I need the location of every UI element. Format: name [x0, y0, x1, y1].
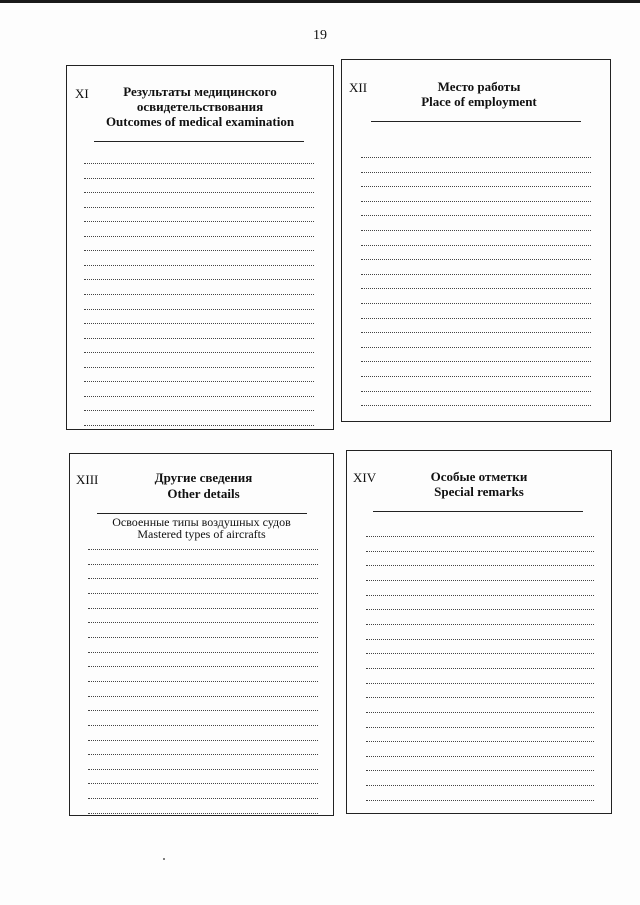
fill-line: [366, 770, 594, 771]
fill-line: [84, 323, 314, 324]
fill-line: [361, 245, 591, 246]
fill-line: [88, 564, 318, 565]
fill-line: [366, 741, 594, 742]
fill-line: [366, 785, 594, 786]
fill-line: [84, 381, 314, 382]
fill-line: [361, 259, 591, 260]
fill-line: [88, 637, 318, 638]
fill-line: [84, 425, 314, 426]
section-xi-title-en: Outcomes of medical examination: [105, 114, 295, 129]
section-xiii-box: [69, 453, 334, 816]
fill-line: [88, 769, 318, 770]
fill-line: [84, 279, 314, 280]
fill-line: [88, 754, 318, 755]
section-xi-title-ru-2: освидетельствования: [136, 99, 264, 114]
section-xi-number: XI: [75, 86, 89, 101]
fill-line: [361, 303, 591, 304]
section-xi-title-ru-1: Результаты медицинского: [123, 84, 277, 99]
fill-line: [366, 536, 594, 537]
fill-line: [88, 740, 318, 741]
section-xiv-title-ru: Особые отметки: [430, 469, 528, 484]
fill-line: [366, 712, 594, 713]
section-xiv-number: XIV: [353, 470, 377, 485]
fill-line: [88, 666, 318, 667]
fill-line: [84, 410, 314, 411]
fill-line: [84, 265, 314, 266]
fill-line: [84, 178, 314, 179]
section-xii-header-rule: [371, 121, 581, 122]
page-top-border: [0, 0, 640, 3]
fill-line: [84, 294, 314, 295]
fill-line: [361, 361, 591, 362]
fill-line: [366, 609, 594, 610]
fill-line: [84, 250, 314, 251]
section-xii-title-en: Place of employment: [421, 94, 537, 109]
fill-line: [88, 696, 318, 697]
fill-line: [366, 800, 594, 801]
fill-line: [88, 593, 318, 594]
section-xii-title-ru: Место работы: [437, 79, 521, 94]
fill-line: [84, 367, 314, 368]
fill-line: [361, 318, 591, 319]
fill-line: [88, 608, 318, 609]
fill-line: [366, 565, 594, 566]
section-xii-number: XII: [349, 80, 368, 95]
section-xiii-number: XIII: [76, 472, 99, 487]
fill-line: [361, 186, 591, 187]
fill-line: [366, 697, 594, 698]
section-xiii-title-en: Other details: [167, 486, 240, 501]
page-number: 19: [313, 28, 327, 43]
fill-line: [84, 396, 314, 397]
section-xiii-title-ru: Другие сведения: [154, 470, 253, 485]
fill-line: [88, 578, 318, 579]
section-xiii-header-rule: [97, 513, 307, 514]
fill-line: [366, 683, 594, 684]
section-xii-box: [341, 59, 611, 422]
fill-line: [88, 622, 318, 623]
fill-line: [366, 595, 594, 596]
scan-speck: [163, 858, 165, 860]
fill-line: [88, 681, 318, 682]
fill-line: [84, 192, 314, 193]
fill-line: [88, 783, 318, 784]
section-xiii-subtitle-ru: Освоенные типы воздушных судов: [112, 515, 291, 529]
fill-line: [88, 710, 318, 711]
fill-line: [366, 551, 594, 552]
fill-line: [366, 624, 594, 625]
fill-line: [366, 639, 594, 640]
fill-line: [366, 580, 594, 581]
fill-line: [366, 756, 594, 757]
fill-line: [88, 813, 318, 814]
fill-line: [84, 309, 314, 310]
fill-line: [366, 668, 594, 669]
fill-line: [361, 274, 591, 275]
fill-line: [84, 236, 314, 237]
fill-line: [361, 201, 591, 202]
fill-line: [361, 215, 591, 216]
fill-line: [84, 338, 314, 339]
section-xi-header-rule: [94, 141, 304, 142]
fill-line: [88, 652, 318, 653]
section-xiii-subtitle-en: Mastered types of aircrafts: [137, 527, 266, 541]
fill-line: [88, 798, 318, 799]
fill-line: [361, 332, 591, 333]
fill-line: [361, 405, 591, 406]
section-xiv-title-en: Special remarks: [434, 484, 524, 499]
fill-line: [366, 727, 594, 728]
fill-line: [361, 391, 591, 392]
fill-line: [84, 207, 314, 208]
fill-line: [361, 376, 591, 377]
fill-line: [88, 725, 318, 726]
fill-line: [366, 653, 594, 654]
fill-line: [361, 347, 591, 348]
fill-line: [84, 352, 314, 353]
fill-line: [361, 288, 591, 289]
section-xiv-box: [346, 450, 612, 814]
fill-line: [361, 157, 591, 158]
fill-line: [84, 221, 314, 222]
fill-line: [361, 230, 591, 231]
fill-line: [84, 163, 314, 164]
fill-line: [88, 549, 318, 550]
fill-line: [361, 172, 591, 173]
section-xiv-header-rule: [373, 511, 583, 512]
